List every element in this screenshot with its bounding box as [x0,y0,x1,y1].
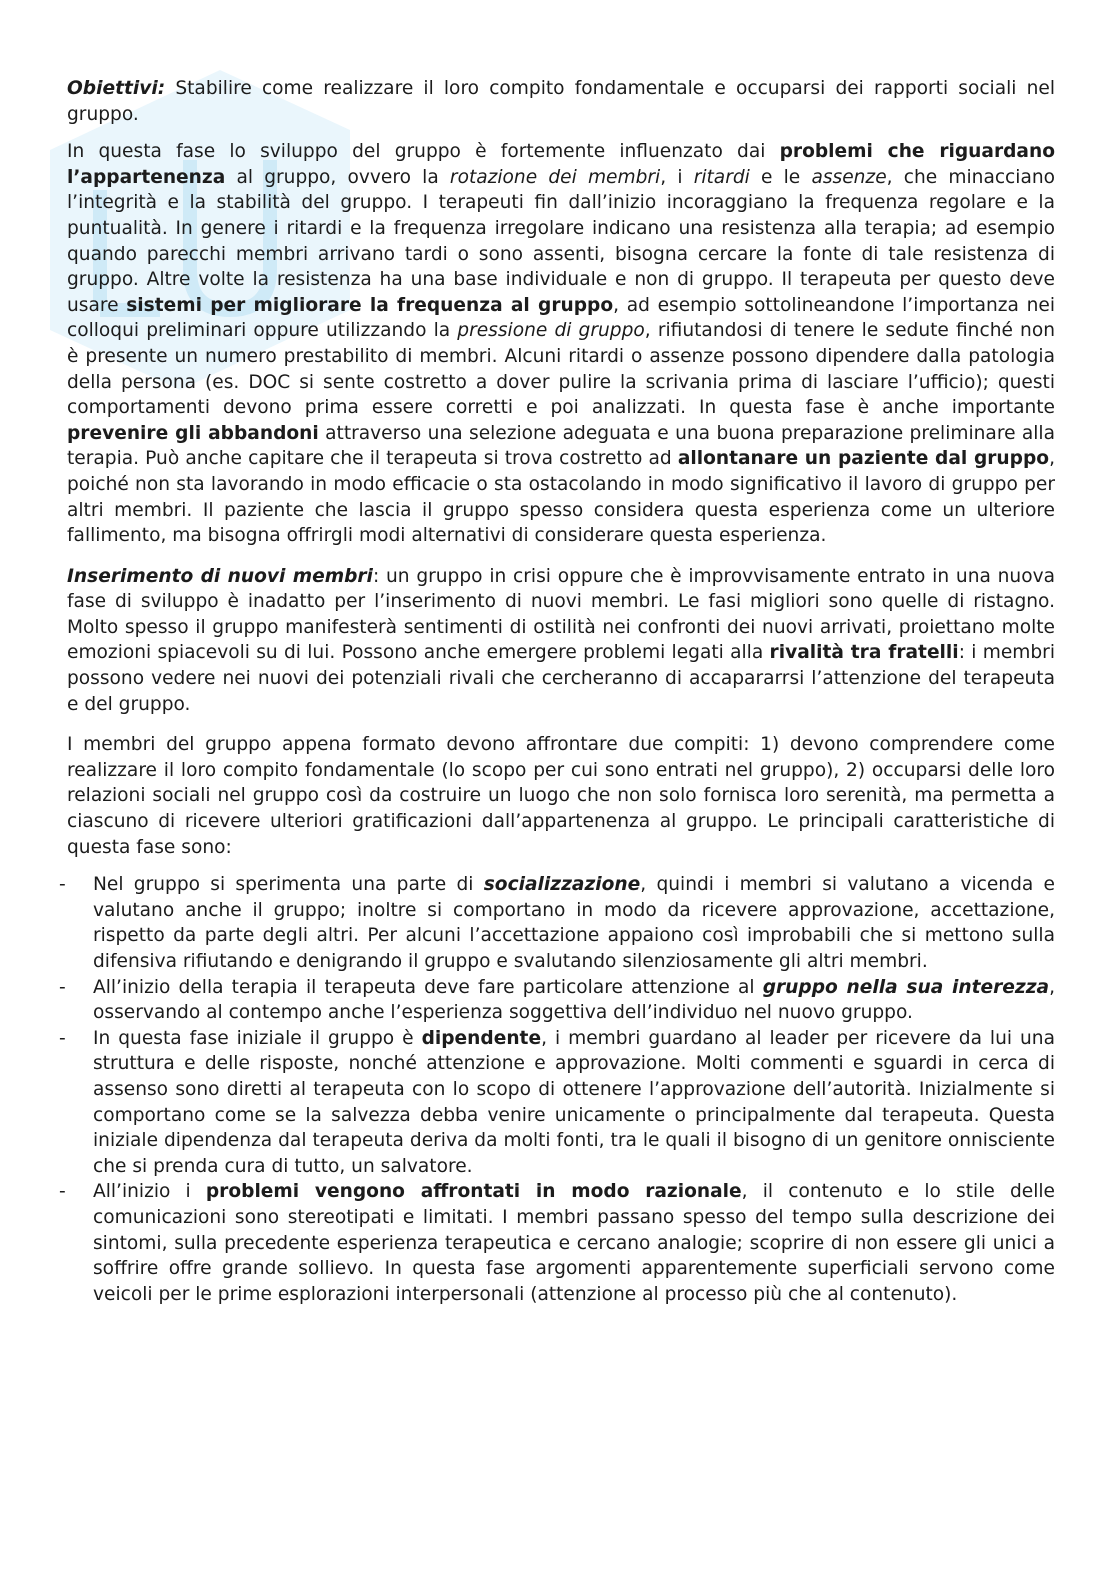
document-page [59,76,1056,1307]
tasks-paragraph: I membri del gruppo appena formato devono affrontare due compiti: 1) devono comprendere come realizzare il loro compito fondamentale (lo scopo per cui sono entrati nel gruppo), 2) occuparsi delle loro relazioni sociali nel gruppo così da costruire un luogo che non solo fornisca loro serenità, ma permetta a ciascuno di ricevere ulteriori gratificazioni dall’appartenenza al gruppo. Le principali caratteristiche di questa fase sono: [67,734,1055,858]
list-item: - Nel gruppo si sperimenta una parte di socializzazione, quindi i membri si valutano a vicenda e valutano anche il gruppo; inoltre si comportano in modo da ricevere approvazione, accettazione, rispetto da parte degli altri. Per alcuni l’accettazione appaiono così improbabili che si mettono sulla difensiva rifiutando e denigrando il gruppo e svalutando silenziosamente gli altri membri. [59,874,1055,972]
new-members-paragraph: Inserimento di nuovi membri: un gruppo in crisi oppure che è improvvisamente entrato in una nuova fase di sviluppo è inadatto per l’inserimento di nuovi membri. Le fasi migliori sono quelle di ristagno. Molto spesso il gruppo manifesterà sentimenti di ostilità nei confronti dei nuovi arrivati, proiettano molte emozioni spiacevoli su di lui. Possono anche emergere problemi legati alla rivalità tra fratelli: i membri possono vedere nei nuovi dei potenziali rivali che cercheranno di accapararrsi l’attenzione del terapeuta e del gruppo. [67,565,1055,715]
list-item: - In questa fase iniziale il gruppo è dipendente, i membri guardano al leader per ricevere da lui una struttura e delle risposte, nonché attenzione e approvazione. Molti commenti e sguardi in cerca di assenso sono diretti al terapeuta con lo scopo di ottenere l’approvazione dell’autorità. Inizialmente si comportano come se la salvezza debba venire unicamente o principalmente dal terapeuta. Questa iniziale dipendenza dal terapeuta deriva da molti fonti, tra le quali il bisogno di un genitore onnisciente che si prenda cura di tutto, un salvatore. [59,1027,1055,1177]
list-item: - All’inizio della terapia il terapeuta deve fare particolare attenzione al gruppo nella sua interezza, osservando al contempo anche l’esperienza soggettiva dell’individuo nel nuovo gruppo. [59,976,1055,1024]
objectives-paragraph: Obiettivi: Stabilire come realizzare il loro compito fondamentale e occuparsi dei rapporti sociali nel gruppo. [67,78,1055,125]
list-item: - All’inizio i problemi vengono affrontati in modo razionale, il contenuto e lo stile delle comunicazioni sono stereotipati e limitati. I membri passano spesso del tempo sulla descrizione dei sintomi, sulla precedente esperienza terapeutica e cercano analogie; scoprire di non essere gli unici a soffrire offre grande sollievo. In questa fase argomenti apparentemente superficiali servono come veicoli per le prime esplorazioni interpersonali (attenzione al processo più che al contenuto). [59,1181,1055,1305]
dash-bullet: - [59,874,66,896]
dash-bullet: - [59,1181,66,1203]
dash-bullet: - [59,1027,66,1049]
characteristics-list [59,872,1055,1307]
phase-paragraph: In questa fase lo sviluppo del gruppo è fortemente influenzato dai problemi che riguardano l’appartenenza al gruppo, ovvero la rotazione dei membri, i ritardi e le assenze, che minacciano l’integrità e la stabilità del gruppo. I terapeuti fin dall’inizio incoraggiano la frequenza regolare e la puntualità. In genere i ritardi e la frequenza irregolare indicano una resistenza alla terapia; ad esempio quando parecchi membri arrivano tardi o sono assenti, bisogna cercare la fonte di tale resistenza di gruppo. Altre volte la resistenza ha una base individuale e non di gruppo. Il terapeuta per questo deve usare sistemi per migliorare la frequenza al gruppo, ad esempio sottolineandone l’importanza nei colloqui preliminari oppure utilizzando la pressione di gruppo, rifiutandosi di tenere le sedute finché non è presente un numero prestabilito di membri. Alcuni ritardi o assenze possono dipendere dalla patologia della persona (es. DOC si sente costretto a dover pulire la scrivania prima di lasciare l’ufficio); questi comportamenti devono prima essere corretti e poi analizzati. In questa fase è anche importante prevenire gli abbandoni attraverso una selezione adeguata e una buona preparazione preliminare alla terapia. Può anche capitare che il terapeuta si trova costretto ad allontanare un paziente dal gruppo, poiché non sta lavorando in modo efficacie o sta ostacolando in modo significativo il lavoro di gruppo per altri membri. Il paziente che lascia il gruppo spesso considera questa esperienza come un ulteriore fallimento, ma bisogna offrirgli modi alternativi di considerare questa esperienza. [67,141,1056,547]
objectives-label: Obiettivi: [67,78,166,99]
dash-bullet: - [59,976,66,998]
new-members-label: Inserimento di nuovi membri [67,565,373,587]
